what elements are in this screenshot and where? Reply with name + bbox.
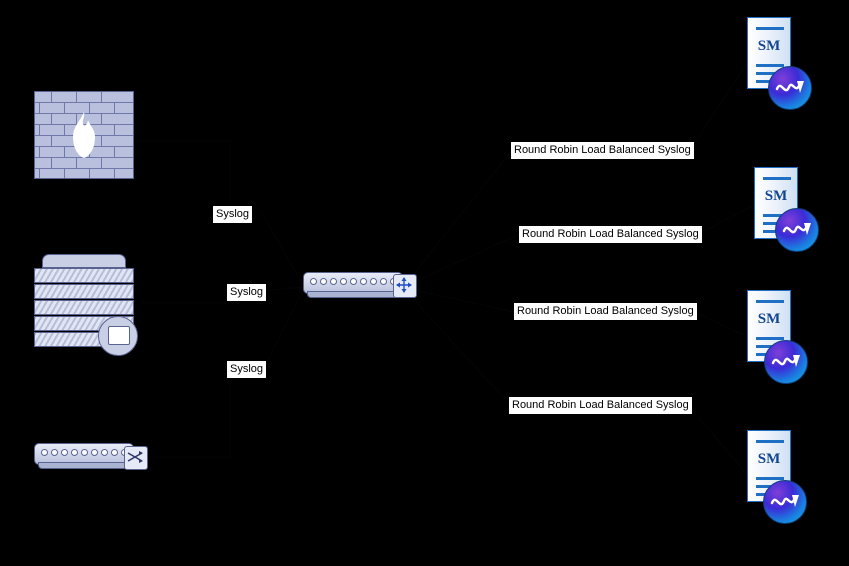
edge-label-syslog-2: Syslog	[227, 284, 266, 301]
edge-label-balanced-1: Round Robin Load Balanced Syslog	[511, 142, 694, 159]
flame-icon	[69, 112, 99, 158]
storage-disc-icon	[98, 316, 138, 356]
network-router-icon	[303, 272, 403, 302]
server-stack-icon	[34, 254, 134, 350]
edge-label-syslog-3: Syslog	[227, 361, 266, 378]
server-slot	[34, 268, 134, 283]
sm-label-1: SM	[757, 38, 781, 54]
switch-base	[38, 462, 130, 469]
router-base	[307, 291, 399, 298]
server-slot	[34, 284, 134, 299]
edge-label-balanced-2: Round Robin Load Balanced Syslog	[519, 226, 702, 243]
server-top	[42, 254, 126, 268]
edge-label-balanced-3: Round Robin Load Balanced Syslog	[514, 303, 697, 320]
network-switch-icon	[34, 443, 134, 473]
router-arrows-badge-icon	[393, 274, 417, 298]
sm-label-2: SM	[764, 188, 788, 204]
sm-label-4: SM	[757, 451, 781, 467]
globe-icon-1	[768, 66, 812, 110]
globe-icon-3	[764, 340, 808, 384]
server-slot	[34, 300, 134, 315]
globe-icon-2	[775, 208, 819, 252]
globe-icon-4	[763, 480, 807, 524]
disc-inner	[108, 326, 130, 345]
firewall-icon	[34, 91, 134, 179]
switch-arrows-badge-icon	[124, 446, 148, 470]
edge-label-syslog-1: Syslog	[213, 206, 252, 223]
edge-label-balanced-4: Round Robin Load Balanced Syslog	[509, 397, 692, 414]
sm-label-3: SM	[757, 311, 781, 327]
